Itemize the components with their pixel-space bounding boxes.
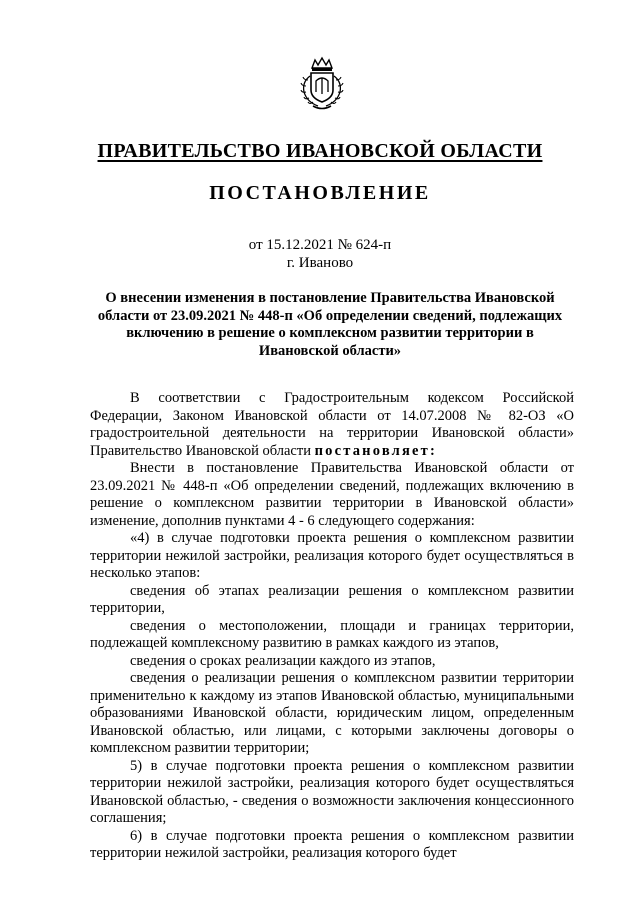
- document-body: [90, 390, 574, 863]
- paragraph: сведения о сроках реализации каждого из этапов,: [130, 652, 436, 669]
- decree-word: постановляет:: [314, 442, 438, 459]
- coat-of-arms-icon: [298, 56, 346, 112]
- document-city: г. Иваново: [286, 255, 354, 271]
- preamble-text: В соответствии с Градостроительным кодексом Российской Федерации, Законом Ивановской области от 14.07.2008 № 82-ОЗ «О градостроительной деятельности на территории Ивановской области» Правительство Ивановской области: [90, 390, 574, 459]
- organization-title-text: ПРАВИТЕЛЬСТВО ИВАНОВСКОЙ ОБЛАСТИ: [97, 140, 543, 162]
- paragraph: сведения о реализации решения о комплексном развитии территории применительно к каждому из этапов Ивановской областью, муниципальными образованиями Ивановской области, юридическим лицом, определенным Ивановской областью, или лицами, с которыми заключены договоры о комплексном развитии территории;: [90, 670, 574, 756]
- paragraph: сведения о местоположении, площади и границах территории, подлежащей комплексному развитию в рамках каждого из этапов,: [90, 617, 574, 651]
- paragraph-preamble: [90, 390, 574, 460]
- document-type: ПОСТАНОВЛЕНИЕ: [209, 182, 431, 204]
- document-date-number: от 15.12.2021 № 624-п: [248, 237, 392, 253]
- document-subject: О внесении изменения в постановление Правительства Ивановской области от 23.09.2021 № 448-п «Об определении сведений, подлежащих включению в решение о комплексном развитии территории в Ивановской области»: [97, 290, 563, 359]
- paragraph: «4) в случае подготовки проекта решения о комплексном развитии территории нежилой застройки, реализация которого будет осуществляться в несколько этапов:: [90, 530, 574, 581]
- paragraph: сведения об этапах реализации решения о комплексном развитии территории,: [90, 582, 574, 616]
- organization-title: [0, 140, 640, 163]
- paragraph: Внести в постановление Правительства Ивановской области от 23.09.2021 № 448-п «Об определении сведений, подлежащих включению в решение о комплексном развитии территории в Ивановской области» изменение, дополнив пунктами 4 - 6 следующего содержания:: [90, 460, 574, 529]
- paragraph: 5) в случае подготовки проекта решения о комплексном развитии территории нежилой застройки, реализация которого будет осуществляться Ивановской областью, - сведения о возможности заключения концессионного соглашения;: [90, 757, 574, 826]
- paragraph: 6) в случае подготовки проекта решения о комплексном развитии территории нежилой застройки, реализация которого будет: [90, 827, 574, 861]
